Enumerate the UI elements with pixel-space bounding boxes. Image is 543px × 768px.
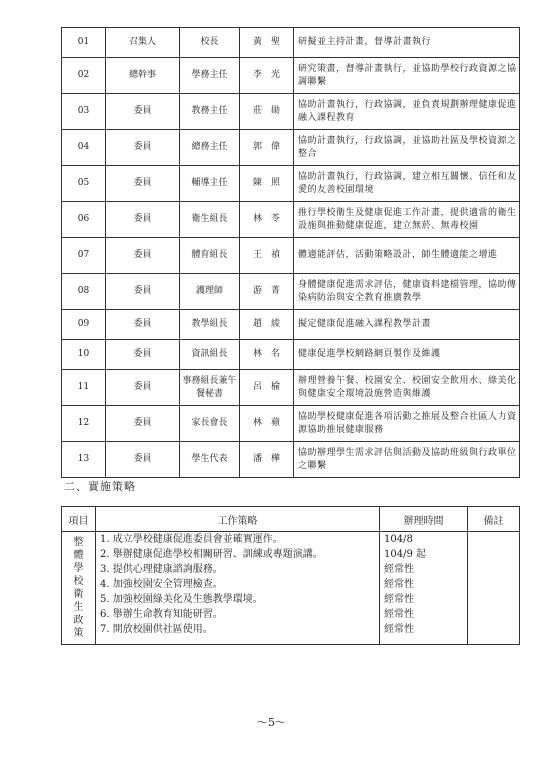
member-duty: 協助學校健康促進各項活動之推展及整合社區人力資源協助推展健康服務 — [294, 406, 520, 442]
category-char: 生 — [73, 602, 84, 613]
time-item: 經常性 — [384, 609, 414, 620]
member-number: 05 — [62, 166, 106, 202]
member-role: 委員 — [106, 166, 180, 202]
time-item: 104/9 起 — [384, 549, 426, 560]
strategy-table — [61, 506, 520, 645]
member-name: 莊 勛 — [240, 94, 294, 130]
member-role: 委員 — [106, 94, 180, 130]
member-title: 校長 — [180, 28, 240, 58]
time-list — [380, 532, 468, 645]
member-number: 12 — [62, 406, 106, 442]
member-duty: 辦理營養午餐、校園安全、校園安全飲用水、綠美化與健康安全環境設施營造與維護 — [294, 370, 520, 406]
policy-item: 7. 開放校園供社區使用。 — [100, 624, 213, 635]
committee-member-table — [61, 27, 520, 478]
member-row — [62, 130, 520, 166]
member-row — [62, 406, 520, 442]
section-title: 二、實施策略 — [64, 480, 136, 493]
member-role: 委員 — [106, 274, 180, 310]
header-note: 備註 — [468, 507, 520, 532]
member-row — [62, 340, 520, 370]
member-duty: 協助計畫執行，行政協調，並負責規劃辦理健康促進融入課程教育 — [294, 94, 520, 130]
member-title: 教務主任 — [180, 94, 240, 130]
policy-item: 5. 加強校園綠美化及生態教學環境。 — [100, 594, 263, 605]
member-name: 李 光 — [240, 58, 294, 94]
strategy-row — [62, 532, 520, 645]
time-item: 經常性 — [384, 624, 414, 635]
member-title: 學務主任 — [180, 58, 240, 94]
member-row — [62, 238, 520, 274]
member-row — [62, 310, 520, 340]
member-title: 衛生組長 — [180, 202, 240, 238]
member-duty: 健康促進學校網路網頁製作及維護 — [294, 340, 520, 370]
member-title: 總務主任 — [180, 130, 240, 166]
member-title: 教學組長 — [180, 310, 240, 340]
member-row — [62, 202, 520, 238]
member-role: 委員 — [106, 130, 180, 166]
member-title: 學生代表 — [180, 442, 240, 478]
time-item: 經常性 — [384, 564, 414, 575]
member-duty: 推行學校衛生及健康促進工作計畫，提供適當的衛生設施與推動健康促進，建立無菸、無毒校園 — [294, 202, 520, 238]
member-duty: 體適能評估，活動策略設計，師生體適能之增進 — [294, 238, 520, 274]
member-role: 總幹事 — [106, 58, 180, 94]
category-char: 策 — [73, 628, 84, 639]
header-time: 辦理時間 — [380, 507, 468, 532]
category-char: 政 — [73, 615, 84, 626]
member-name: 趙 綾 — [240, 310, 294, 340]
member-name: 游 菁 — [240, 274, 294, 310]
member-name: 陳 照 — [240, 166, 294, 202]
header-policy: 工作策略 — [96, 507, 380, 532]
member-role: 委員 — [106, 340, 180, 370]
time-item: 經常性 — [384, 579, 414, 590]
member-row — [62, 28, 520, 58]
member-row — [62, 166, 520, 202]
member-title: 資訊組長 — [180, 340, 240, 370]
time-item: 104/8 — [384, 534, 413, 545]
member-number: 06 — [62, 202, 106, 238]
member-number: 08 — [62, 274, 106, 310]
member-row — [62, 370, 520, 406]
member-title: 護理師 — [180, 274, 240, 310]
policy-item: 2. 舉辦健康促進學校相關研習、訓練或專題演講。 — [100, 549, 323, 560]
category-char: 學 — [73, 563, 84, 574]
member-name: 林 名 — [240, 340, 294, 370]
member-name: 郭 偉 — [240, 130, 294, 166]
member-row — [62, 274, 520, 310]
member-title: 事務組長兼午餐秘書 — [180, 370, 240, 406]
member-number: 10 — [62, 340, 106, 370]
note-cell — [468, 532, 520, 645]
member-duty: 協助計畫執行，行政協調，並協助社區及學校資源之整合 — [294, 130, 520, 166]
member-role: 委員 — [106, 442, 180, 478]
member-number: 07 — [62, 238, 106, 274]
member-row — [62, 94, 520, 130]
member-duty: 協助計畫執行，行政協調，建立相互關懷、信任和友愛的友善校園環境 — [294, 166, 520, 202]
member-row — [62, 442, 520, 478]
policy-list — [96, 532, 380, 645]
member-title: 體育組長 — [180, 238, 240, 274]
member-name: 王 禎 — [240, 238, 294, 274]
member-number: 03 — [62, 94, 106, 130]
member-number: 11 — [62, 370, 106, 406]
member-name: 林 蘋 — [240, 406, 294, 442]
member-duty: 身體健康促進需求評估，健康資料建檔管理，協助傳染病防治與安全教育推廣教學 — [294, 274, 520, 310]
member-duty: 協助辦理學生需求評估與活動及協助班級與行政單位之聯繫 — [294, 442, 520, 478]
member-number: 04 — [62, 130, 106, 166]
category-char: 衛 — [73, 589, 84, 600]
header-item: 項目 — [62, 507, 96, 532]
member-row — [62, 58, 520, 94]
member-name: 潘 樺 — [240, 442, 294, 478]
policy-item: 6. 舉辦生命教育知能研習。 — [100, 609, 223, 620]
policy-item: 3. 提供心理健康諮詢服務。 — [100, 564, 223, 575]
member-name: 林 苓 — [240, 202, 294, 238]
member-role: 委員 — [106, 238, 180, 274]
page-number: ～5～ — [257, 716, 286, 729]
member-number: 09 — [62, 310, 106, 340]
member-role: 委員 — [106, 202, 180, 238]
member-title: 家長會長 — [180, 406, 240, 442]
member-duty: 研究策畫，督導計畫執行，並協助學校行政資源之協調聯繫 — [294, 58, 520, 94]
member-role: 委員 — [106, 370, 180, 406]
member-role: 委員 — [106, 406, 180, 442]
member-duty: 擬定健康促進融入課程教學計畫 — [294, 310, 520, 340]
member-duty: 研擬並主持計畫，督導計畫執行 — [294, 28, 520, 58]
category-char: 體 — [73, 550, 84, 561]
category-char: 整 — [73, 537, 84, 548]
time-item: 經常性 — [384, 594, 414, 605]
strategy-header-row — [62, 507, 520, 532]
member-number: 01 — [62, 28, 106, 58]
category-char: 校 — [73, 576, 84, 587]
category-cell — [62, 532, 96, 645]
policy-item: 4. 加強校園安全管理檢查。 — [100, 579, 223, 590]
member-role: 召集人 — [106, 28, 180, 58]
member-number: 02 — [62, 58, 106, 94]
member-role: 委員 — [106, 310, 180, 340]
member-name: 呂 榆 — [240, 370, 294, 406]
member-title: 輔導主任 — [180, 166, 240, 202]
member-number: 13 — [62, 442, 106, 478]
member-name: 黃 聖 — [240, 28, 294, 58]
policy-item: 1. 成立學校健康促進委員會並確實運作。 — [100, 534, 283, 545]
